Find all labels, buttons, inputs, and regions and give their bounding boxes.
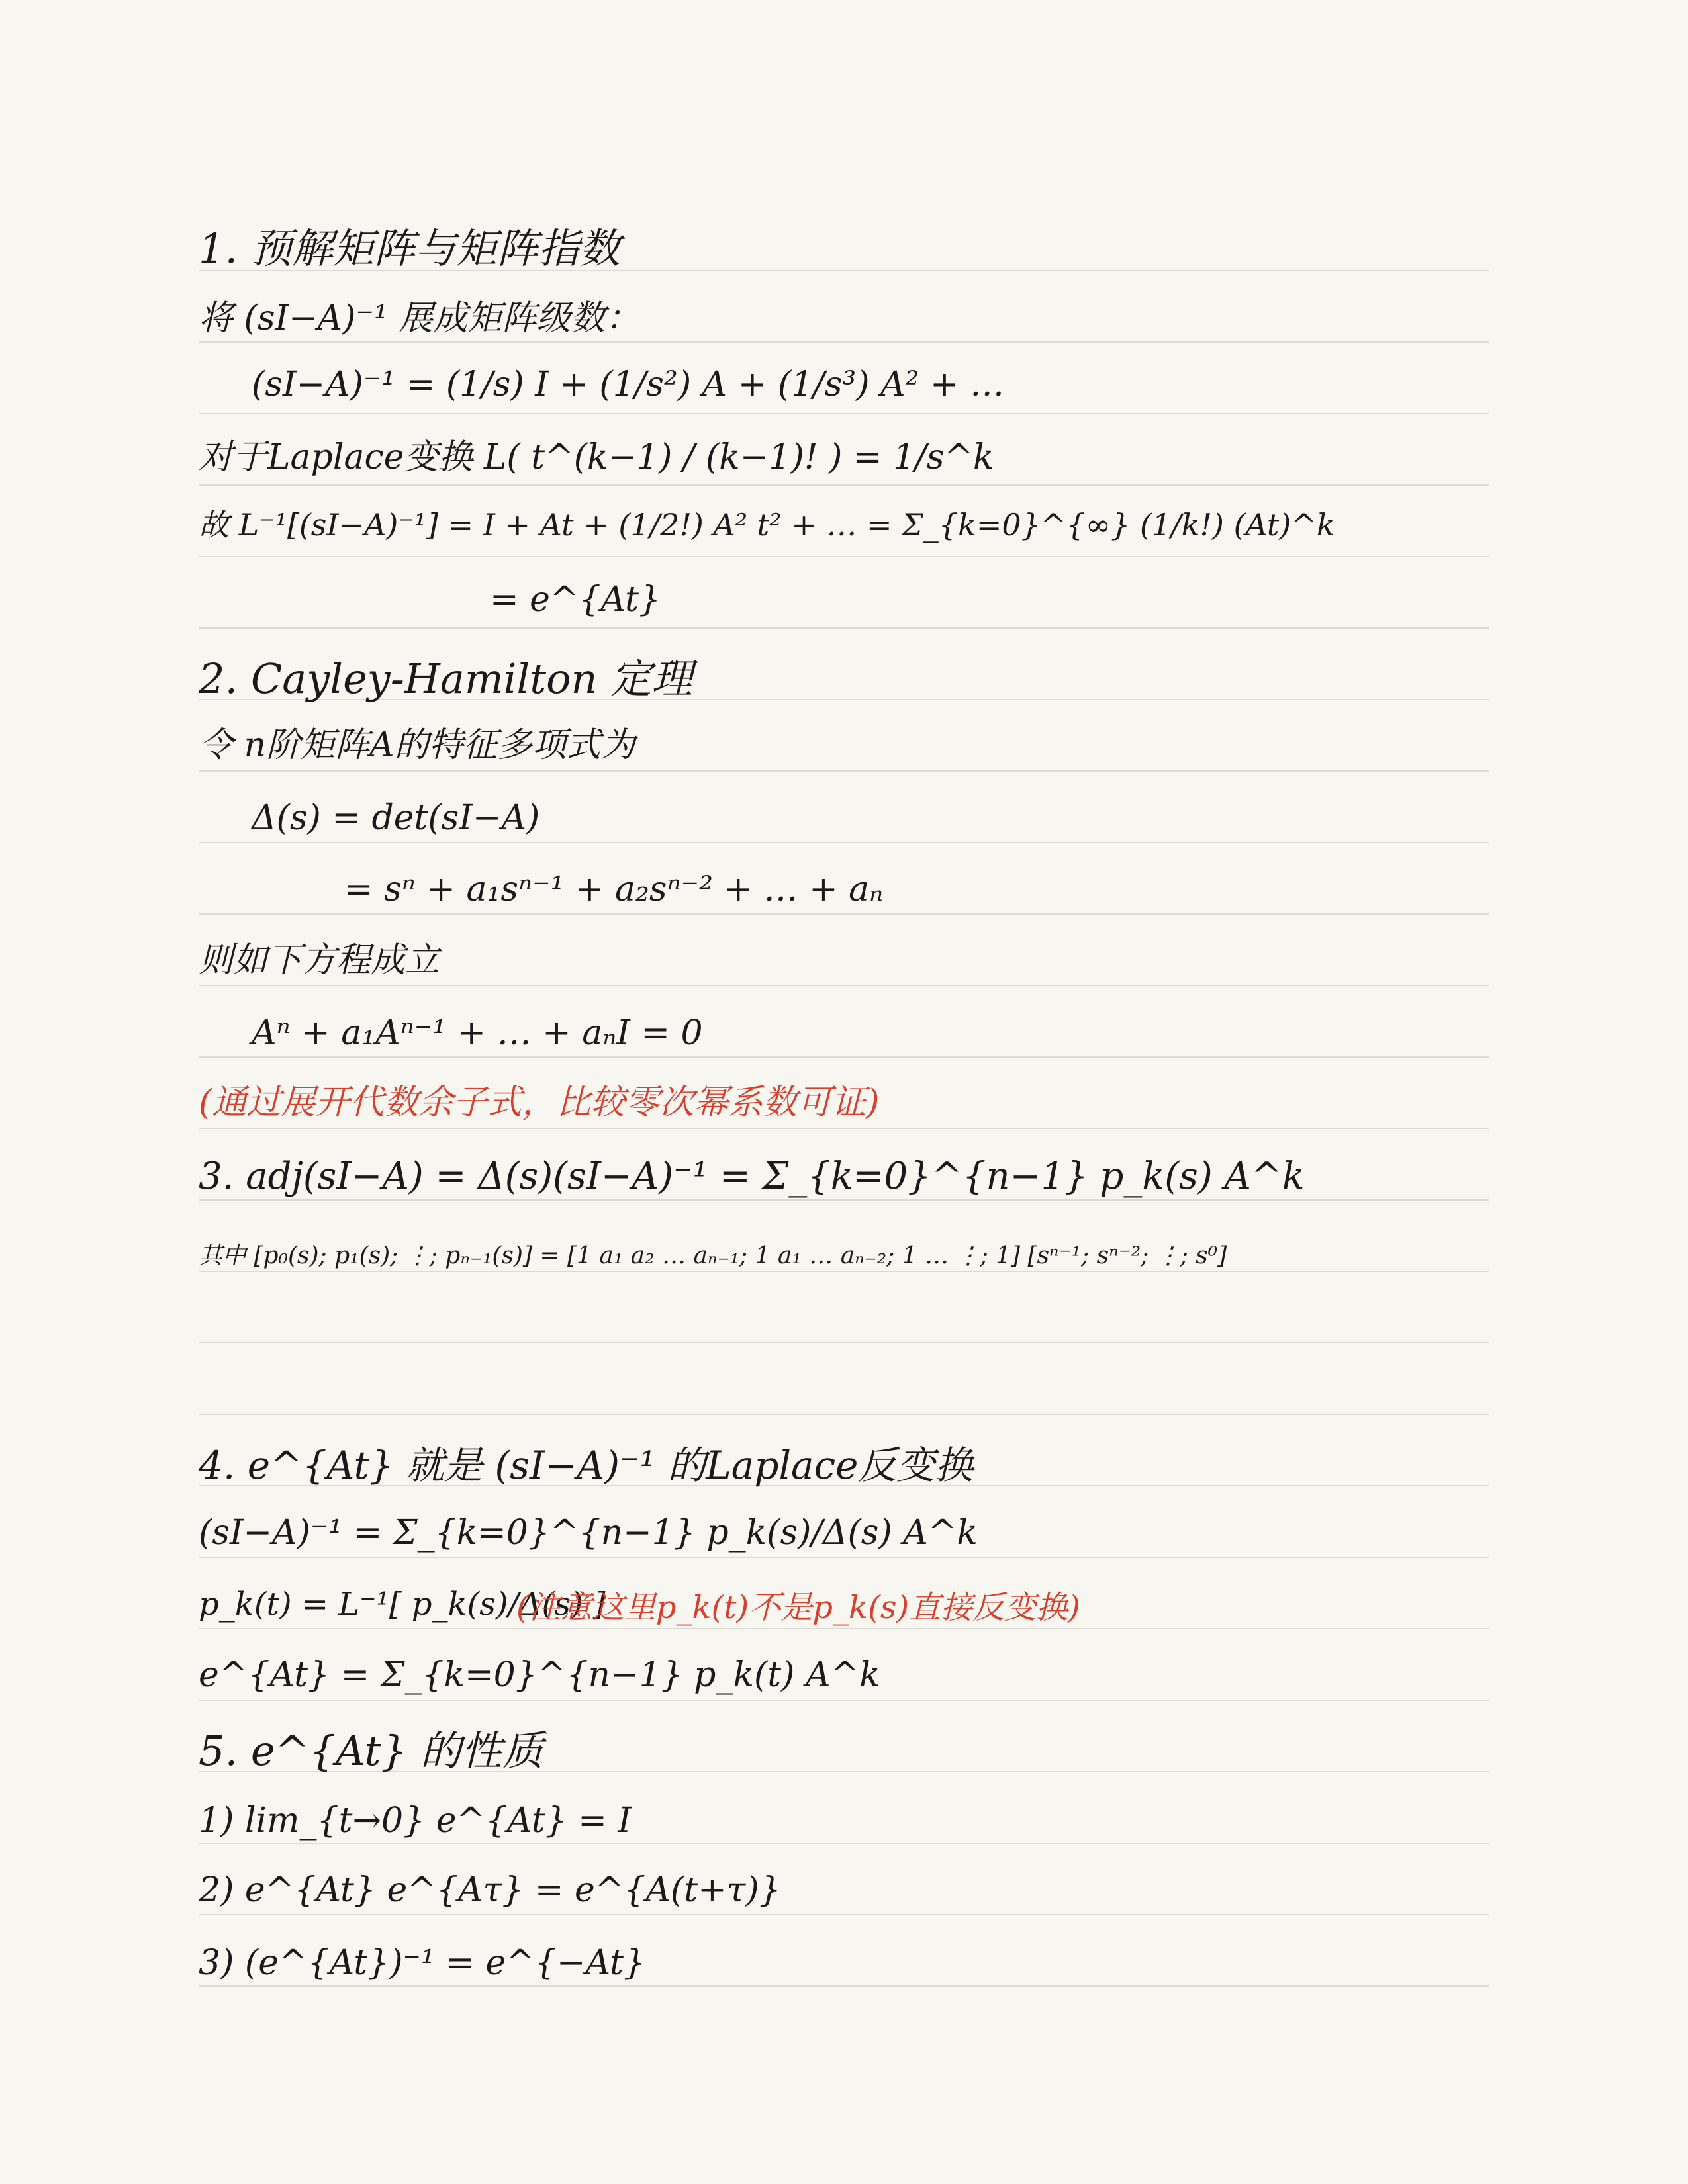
ruled-line: [199, 842, 1489, 843]
ruled-line: [199, 1628, 1489, 1629]
ruled-line: [199, 985, 1489, 986]
ruled-line: [199, 1414, 1489, 1415]
section-3-heading: 3. adj(sI−A) = Δ(s)(sI−A)⁻¹ = Σ_{k=0}^{n−1} p_k(s) A^k: [199, 1155, 1305, 1198]
property-line: 3) (e^{At})⁻¹ = e^{−At}: [199, 1943, 646, 1983]
matrix-equation-line: 其中 [p₀(s); p₁(s); ⋮; pₙ₋₁(s)] = [1 a₁ a₂ … aₙ₋₁; 1 a₁ … aₙ₋₂; 1 … ⋮; 1] [sⁿ⁻¹; sⁿ⁻²; ⋮; s⁰]: [199, 1242, 1227, 1269]
red-annotation: (通过展开代数余子式，比较零次幂系数可证): [199, 1083, 880, 1122]
formula-line: = e^{At}: [490, 580, 661, 619]
ruled-line: [199, 1271, 1489, 1272]
ruled-line: [199, 1914, 1489, 1915]
ruled-line: [199, 1985, 1489, 1987]
ruled-line: [199, 1056, 1489, 1058]
note-line: 将 (sI−A)⁻¹ 展成矩阵级数：: [199, 298, 640, 338]
section-1-heading: 1. 预解矩阵与矩阵指数: [199, 224, 620, 273]
formula-line: Δ(s) = det(sI−A): [252, 798, 540, 838]
formula-line: e^{At} = Σ_{k=0}^{n−1} p_k(t) A^k: [199, 1655, 880, 1695]
note-line: 则如下方程成立: [199, 940, 440, 980]
ruled-line: [199, 913, 1489, 915]
section-4-heading: 4. e^{At} 就是 (sI−A)⁻¹ 的Laplace反变换: [199, 1443, 974, 1488]
formula-line: (sI−A)⁻¹ = Σ_{k=0}^{n−1} p_k(s)/Δ(s) A^k: [199, 1513, 978, 1553]
section-5-heading: 5. e^{At} 的性质: [199, 1727, 543, 1775]
red-annotation: (注意这里p_k(t)不是p_k(s)直接反变换): [516, 1589, 1080, 1626]
formula-line: (sI−A)⁻¹ = (1/s) I + (1/s²) A + (1/s³) A² + …: [252, 365, 1005, 404]
ruled-line: [199, 1342, 1489, 1343]
property-line: 2) e^{At} e^{Aτ} = e^{A(t+τ)}: [199, 1870, 781, 1910]
formula-line: Aⁿ + a₁Aⁿ⁻¹ + … + aₙI = 0: [252, 1013, 703, 1053]
note-line: 对于Laplace变换 L( t^(k−1) / (k−1)! ) = 1/s^k: [199, 437, 994, 477]
ruled-line: [199, 556, 1489, 557]
formula-line: p_k(t) = L⁻¹[ p_k(s)/Δ(s) ]: [199, 1586, 606, 1623]
property-line: 1) lim_{t→0} e^{At} = I: [199, 1801, 632, 1841]
note-line: 令 n阶矩阵A的特征多项式为: [199, 725, 635, 765]
section-2-heading: 2. Cayley-Hamilton 定理: [199, 655, 693, 703]
ruled-line: [199, 627, 1489, 629]
ruled-line: [199, 1557, 1489, 1558]
ruled-line: [199, 1128, 1489, 1129]
ruled-line: [199, 1199, 1489, 1201]
formula-line: = sⁿ + a₁sⁿ⁻¹ + a₂sⁿ⁻² + … + aₙ: [344, 870, 884, 909]
ruled-line: [199, 341, 1489, 343]
formula-line: 故 L⁻¹[(sI−A)⁻¹] = I + At + (1/2!) A² t² + … = Σ_{k=0}^{∞} (1/k!) (At)^k: [199, 507, 1335, 543]
ruled-line: [199, 1843, 1489, 1844]
ruled-line: [199, 413, 1489, 414]
ruled-line: [199, 484, 1489, 486]
ruled-line: [199, 1700, 1489, 1701]
ruled-line: [199, 770, 1489, 772]
